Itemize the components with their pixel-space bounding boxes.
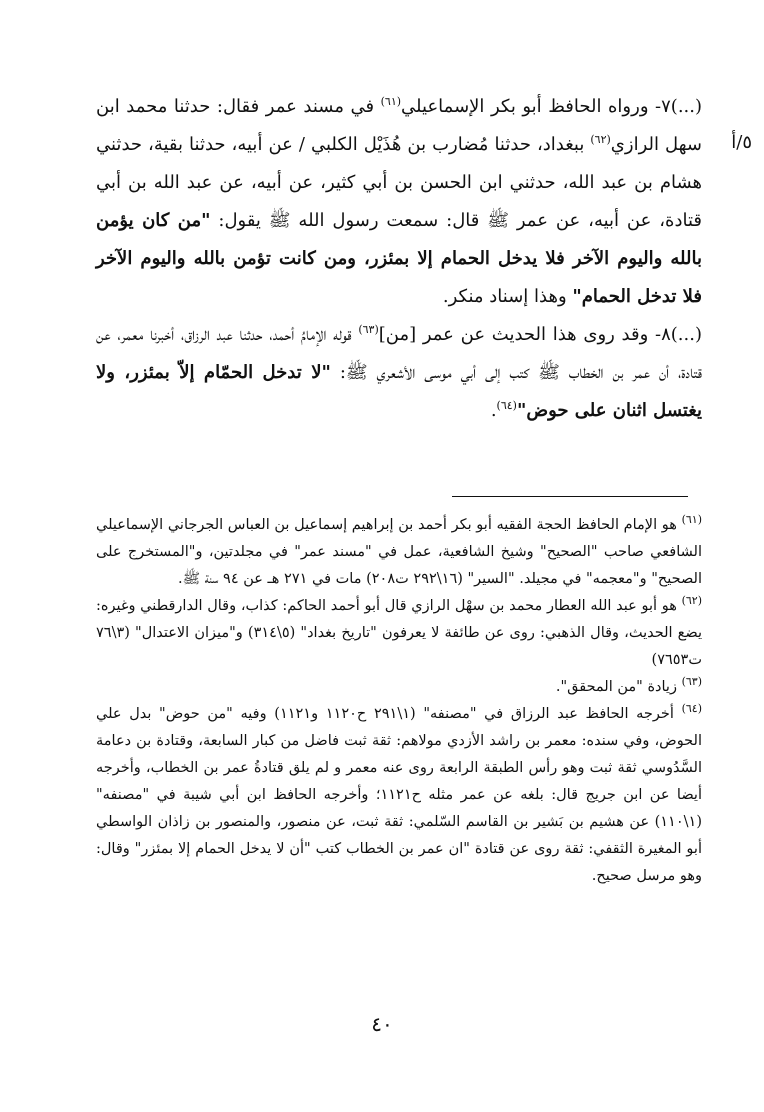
footnote-62 <box>96 593 702 674</box>
footnote-ref-61: (٦١) <box>380 95 402 108</box>
footnote-ref-64: (٦٤) <box>496 399 517 412</box>
hadith-7-quote: "من كان يؤمن بالله واليوم الآخر فلا يدخل الحمام إلا بمئزر، ومن كانت تؤمن بالله واليوم الآخر فلا تدخل الحمام" <box>96 210 702 307</box>
footnote-61 <box>96 512 702 593</box>
hadith-8-text-2: قوله الإمامُ أحمد، حدثنا عبد الرزاق، أخبرنا معمر، عن قتادة، أن عمر بن الخطاب ﷺ كتب إلى أبي موسى الأشعري ﷺ: <box>96 324 703 383</box>
main-text <box>96 88 702 430</box>
hadith-8-text-1: (...)٨- وقد روى هذا الحديث عن عمر [من] <box>378 324 702 345</box>
hadith-8-end: . <box>490 400 497 421</box>
footnote-ref-62: (٦٢) <box>590 133 611 146</box>
footnote-63 <box>96 674 702 701</box>
footnote-ref-63: (٦٣) <box>358 323 379 336</box>
footnotes <box>96 512 702 890</box>
footnote-text: زيادة "من المحقق". <box>555 679 682 695</box>
hadith-7-text-3: ببغداد، حدثنا مُضارب بن هُذَيْل الكلبي / عن أبيه، حدثنا بقية، حدثني هشام بن عبد الله، حدثني ابن الحسن بن أبي كثير، عن أبيه، عن عبد الله بن أبي قتادة، عن أبيه، عن عمر ﷺ قال: سمعت رسول الله ﷺ يقول: <box>96 134 703 231</box>
footnote-number: (٦٤) <box>681 702 702 716</box>
hadith-8-quote: "لا تدخل الحمّام إلاّ بمئزر، ولا يغتسل اثنان على حوض" <box>96 362 702 421</box>
footnote-separator <box>452 496 688 497</box>
manuscript-folio-marker: ٥/أ <box>731 132 752 153</box>
footnote-64 <box>96 701 702 890</box>
footnote-text: أخرجه الحافظ عبد الرزاق في "مصنفه" (١\٢٩١ ح١١٢٠ و١١٢١) وفيه "من حوض" بدل علي الحوض، وفي سنده: معمر بن راشد الأزدي مولاهم: ثقة ثبت فاضل من كبار السابعة، وقتادة بن دعامة السَّدُوسي ثقة ثبت وهو رأس الطبقة الرابعة روى عنه معمر و لم يلق قتادةُ عمر بن الخطاب، وأخرجه أيضا عن ابن جريج قال: بلغه عن عمر مثله ح١١٢١؛ وأخرجه الحافظ ابن أبي شيبة في "مصنفه" (١\١١٠) عن هشيم بن بَشير بن القاسم السّلمي: ثقة ثبت، عن منصور، والمنصور بن زاذان الواسطي أبو المغيرة الثقفي: ثقة روى عن قتادة "ان عمر بن الخطاب كتب "أن لا يدخل الحمام إلا بمئزر" وقال: وهو مرسل صحيح. <box>96 706 702 884</box>
hadith-7-text-4: وهذا إسناد منكر. <box>442 286 573 307</box>
hadith-7-paragraph <box>96 88 702 316</box>
hadith-8-paragraph <box>96 316 702 430</box>
footnote-text: هو أبو عبد الله العطار محمد بن سهْل الرازي قال أبو أحمد الحاكم: كذاب، وقال الدارقطني وغيره: يضع الحديث، وقال الذهبي: روى عن طائفة لا يعرفون "تاريخ بغداد" (٥\٣١٤) و"ميزان الاعتدال" (٣\٧٦ ت٧٦٥٣) <box>96 598 702 668</box>
footnote-number: (٦٣) <box>681 675 702 689</box>
hadith-7-text-1: (...)٧- ورواه الحافظ أبو بكر الإسماعيلي <box>401 96 703 117</box>
page-number: ٤٠ <box>371 1012 393 1036</box>
hadith-7-text-2: في مسند عمر فقال: حدثنا محمد ابن سهل الرازي <box>96 96 702 155</box>
footnote-text: هو الإمام الحافظ الحجة الفقيه أبو بكر أحمد بن إبراهيم إسماعيل بن العباس الجرجاني الإسماعيلي الشافعي صاحب "الصحيح" وشيخ الشافعية، عمل في "مسند عمر" في مجلدتين، و"المستخرج على الصحيح" و"معجمه" في مجيلد. "السير" (١٦\٢٩٢ ت٢٠٨) مات في ٢٧١ هـ عن ٩٤ سنة ﷺ. <box>96 517 702 587</box>
footnote-number: (٦٢) <box>681 594 702 608</box>
footnote-number: (٦١) <box>681 513 702 527</box>
